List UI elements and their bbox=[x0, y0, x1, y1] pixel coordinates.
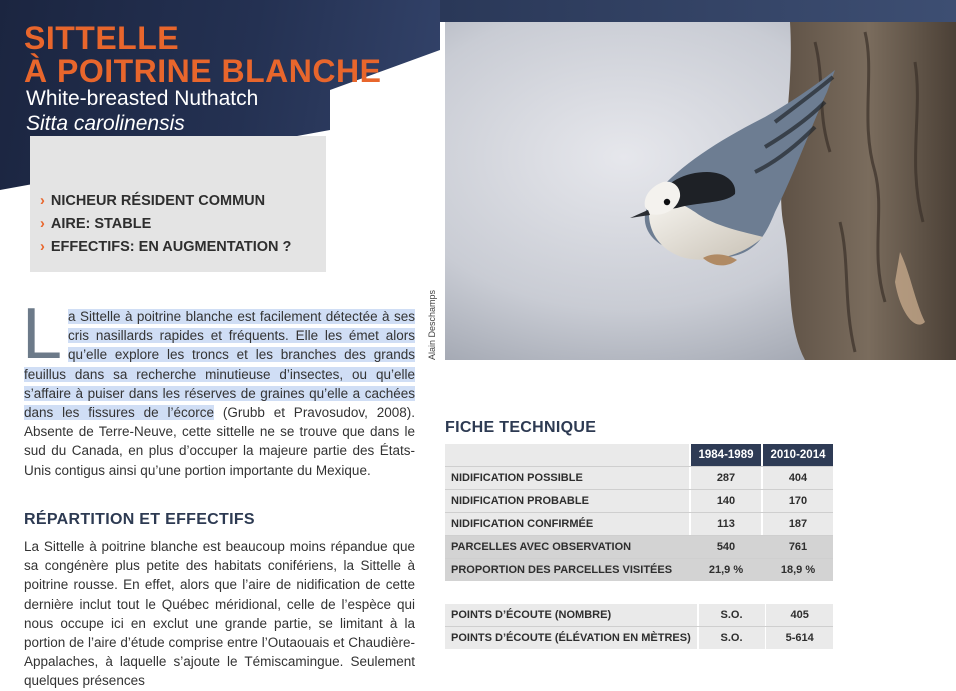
row-value-1984: 287 bbox=[691, 466, 761, 489]
bird-photo bbox=[445, 22, 956, 360]
row-value-1984: 21,9 % bbox=[691, 558, 761, 581]
row-label: NIDIFICATION CONFIRMÉE bbox=[445, 512, 689, 535]
row-value-2010: 761 bbox=[763, 535, 833, 558]
row-value-1984: S.O. bbox=[699, 626, 765, 649]
row-value-1984: 540 bbox=[691, 535, 761, 558]
row-value-2010: 404 bbox=[763, 466, 833, 489]
drop-cap: L bbox=[22, 294, 63, 374]
highlighted-text[interactable]: a Sittelle à poitrine blanche est facilement détectée à ses cris nasillards rapides et fréquents. Elle les émet alors qu’elle explore les troncs et les branches des grands feuillus dans sa recherche minutieuse d’insectes, ou qu’elle s’affaire à puiser dans les réserves de graines qu’elle a cachées dans les fissures de l’écorce bbox=[24, 309, 415, 421]
row-value-2010: 170 bbox=[763, 489, 833, 512]
chevron-right-icon: › bbox=[40, 193, 45, 209]
chevron-right-icon: › bbox=[40, 239, 45, 255]
row-label: NIDIFICATION POSSIBLE bbox=[445, 466, 689, 489]
row-value-2010: 5-614 bbox=[766, 626, 833, 649]
status-item bbox=[40, 214, 291, 237]
table-row bbox=[445, 535, 833, 558]
table-row bbox=[445, 466, 833, 489]
section-paragraph: La Sittelle à poitrine blanche est beaucoup moins répandue que sa congénère plus petite des habitats conifériens, la Sittelle à poitrine rousse. En effet, alors que l’aire de nidification de cette dernière inclut tout le Québec méridional, celle de l’espèce qui nous occupe ici en exclut une grande partie, se limitant à la portion de l’aire d’étude comprise entre l’Outaouais et Chaudière-Appalaches, à laquelle s’ajoute le Témiscamingue. Seulement quelques présences bbox=[24, 539, 415, 689]
table-header-row bbox=[445, 444, 833, 466]
nuthatch-image bbox=[445, 22, 956, 360]
row-label: POINTS D’ÉCOUTE (ÉLÉVATION EN MÈTRES) bbox=[445, 626, 697, 649]
header-band-top bbox=[440, 0, 956, 22]
status-item bbox=[40, 237, 291, 260]
row-value-1984: 140 bbox=[691, 489, 761, 512]
row-value-2010: 18,9 % bbox=[763, 558, 833, 581]
fiche-table bbox=[445, 444, 833, 581]
row-value-1984: S.O. bbox=[699, 604, 765, 626]
intro-paragraph bbox=[22, 294, 415, 480]
species-title-fr-line1: SITTELLE bbox=[24, 20, 180, 56]
intro-text bbox=[22, 294, 415, 480]
species-title-fr bbox=[24, 22, 381, 88]
species-title-fr-line2: À POITRINE BLANCHE bbox=[24, 53, 382, 89]
fiche-title: FICHE TECHNIQUE bbox=[445, 419, 597, 436]
photo-credit: Alain Deschamps bbox=[427, 289, 437, 360]
row-value-1984: 113 bbox=[691, 512, 761, 535]
section-heading: RÉPARTITION ET EFFECTIFS bbox=[24, 511, 255, 528]
intro-text-rest: (Grubb et Pravosudov, 2008). Absente de Terre-Neuve, cette sittelle ne se trouve que dans le sud du Canada, en plus d’occuper la majeure partie des États-Unis contigus ainsi qu’une portion importante du Mexique. bbox=[24, 405, 415, 478]
chevron-right-icon: › bbox=[40, 216, 45, 232]
table-row bbox=[445, 489, 833, 512]
table-row bbox=[445, 558, 833, 581]
row-value-2010: 405 bbox=[766, 604, 833, 626]
table-row bbox=[445, 604, 833, 626]
row-label: PARCELLES AVEC OBSERVATION bbox=[445, 535, 689, 558]
row-label: PROPORTION DES PARCELLES VISITÉES bbox=[445, 558, 689, 581]
status-label: AIRE: STABLE bbox=[50, 216, 152, 232]
row-value-2010: 187 bbox=[763, 512, 833, 535]
status-label: EFFECTIFS: EN AUGMENTATION ? bbox=[50, 239, 292, 255]
species-title-latin: Sitta carolinensis bbox=[26, 112, 185, 135]
status-item bbox=[40, 191, 291, 214]
status-label: NICHEUR RÉSIDENT COMMUN bbox=[50, 193, 266, 209]
status-list bbox=[40, 191, 291, 260]
table-row bbox=[445, 512, 833, 535]
fiche-table-points bbox=[445, 604, 833, 649]
table-row bbox=[445, 626, 833, 649]
row-label: POINTS D’ÉCOUTE (NOMBRE) bbox=[445, 604, 697, 626]
column-header-2010: 2010-2014 bbox=[763, 444, 833, 466]
row-label: NIDIFICATION PROBABLE bbox=[445, 489, 689, 512]
section-body bbox=[24, 537, 415, 691]
species-title-en: White-breasted Nuthatch bbox=[26, 87, 259, 110]
column-header-1984: 1984-1989 bbox=[691, 444, 761, 466]
header-blank-cell bbox=[445, 444, 689, 466]
